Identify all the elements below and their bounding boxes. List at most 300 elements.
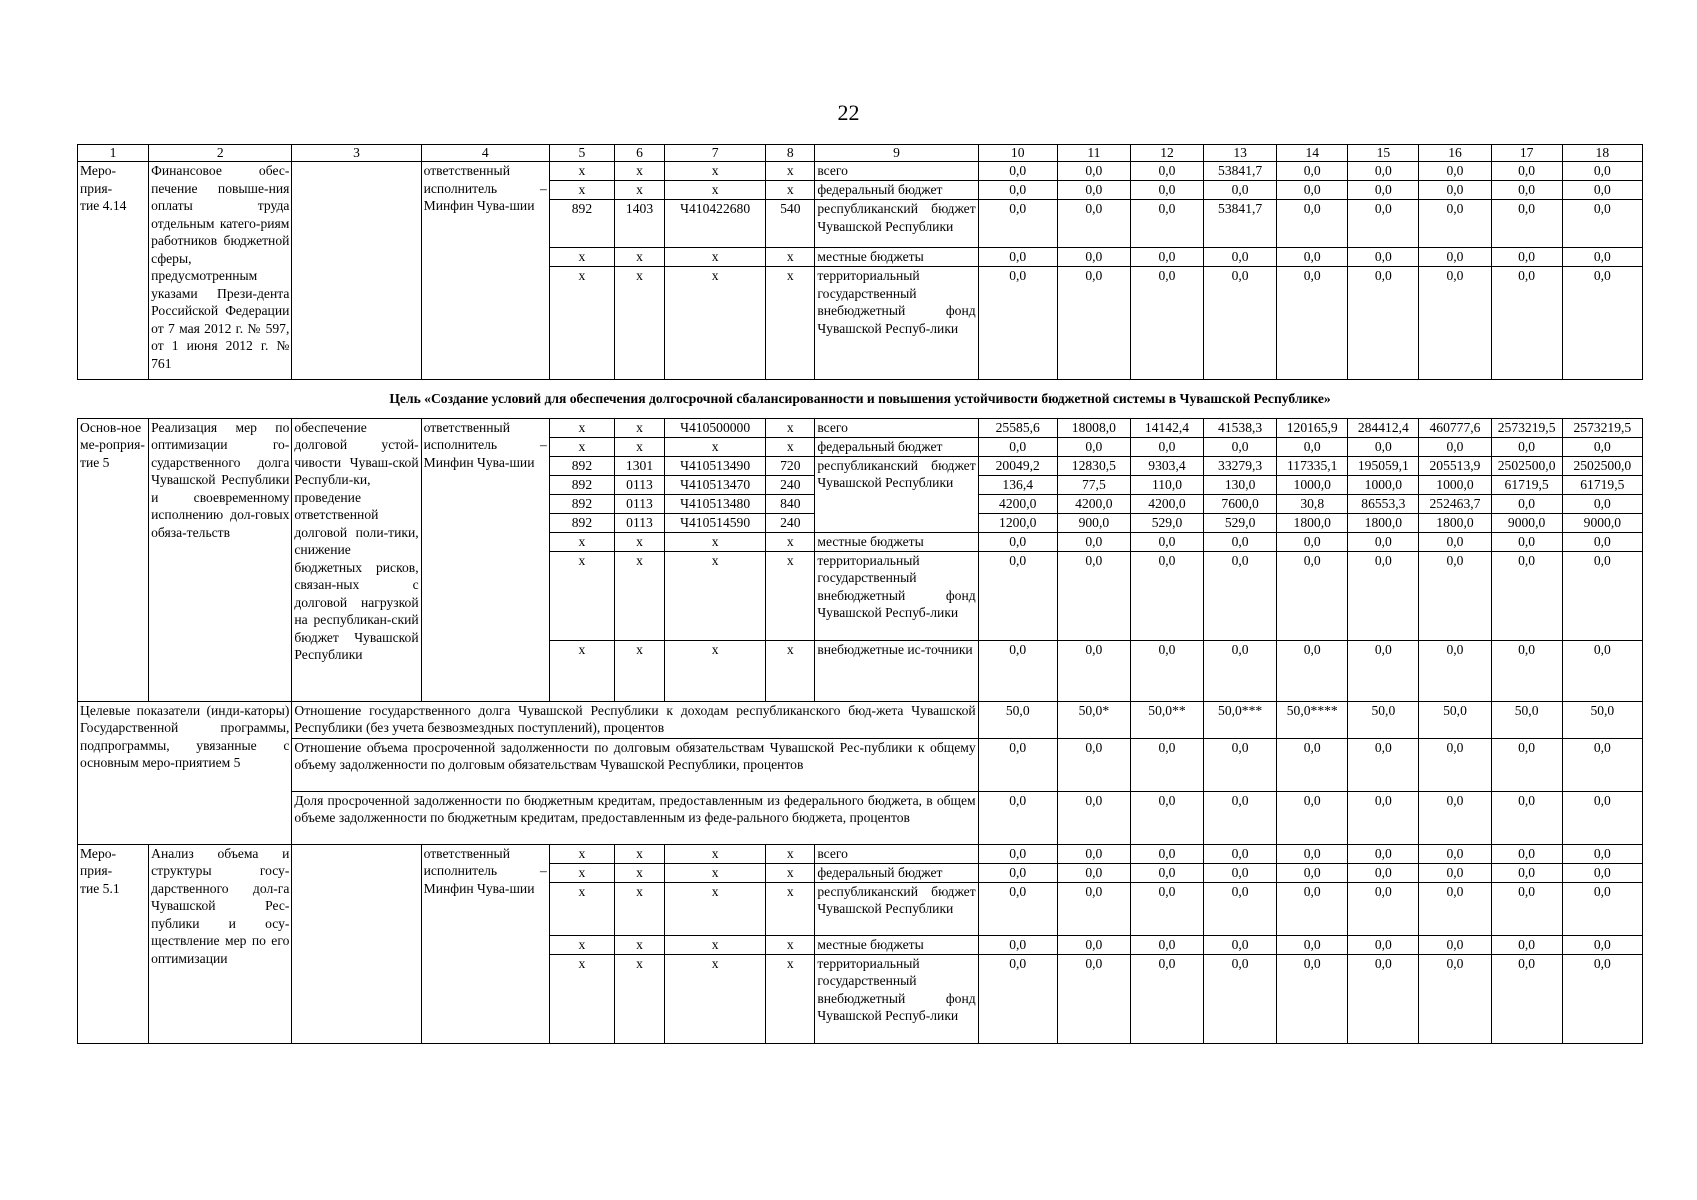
table-cell: x bbox=[614, 863, 664, 882]
funding-source: территориальный государственный внебюджетный фонд Чувашской Респуб-лики bbox=[815, 267, 978, 380]
value-cell: 0,0 bbox=[1562, 935, 1642, 954]
value-cell: 7600,0 bbox=[1204, 494, 1277, 513]
value-cell: 0,0 bbox=[1204, 954, 1277, 1043]
table-cell: x bbox=[766, 532, 815, 551]
value-cell: 50,0 bbox=[1562, 701, 1642, 738]
table-cell: x bbox=[665, 162, 766, 181]
value-cell: 0,0 bbox=[1057, 882, 1130, 935]
value-cell: 0,0 bbox=[1277, 267, 1348, 380]
activity-id: Основ-ное ме-роприя-тие 5 bbox=[78, 418, 149, 701]
activity-target bbox=[292, 162, 421, 380]
value-cell: 53841,7 bbox=[1204, 162, 1277, 181]
column-header: 13 bbox=[1204, 145, 1277, 162]
page-number: 22 bbox=[837, 100, 860, 125]
table-cell: 892 bbox=[549, 475, 614, 494]
value-cell: 0,0 bbox=[1130, 181, 1203, 200]
table-cell: x bbox=[614, 437, 664, 456]
table-cell: x bbox=[614, 532, 664, 551]
value-cell: 0,0 bbox=[1562, 248, 1642, 267]
value-cell: 2573219,5 bbox=[1491, 418, 1562, 437]
table-cell: x bbox=[614, 248, 664, 267]
value-cell: 1200,0 bbox=[978, 513, 1057, 532]
activity-id: Меро- прия- тие 4.14 bbox=[78, 162, 149, 380]
column-header: 3 bbox=[292, 145, 421, 162]
table-cell: x bbox=[549, 935, 614, 954]
value-cell: 12830,5 bbox=[1057, 456, 1130, 475]
funding-source: республиканский бюджет Чувашской Республики bbox=[815, 200, 978, 248]
value-cell: 0,0 bbox=[978, 532, 1057, 551]
value-cell: 0,0 bbox=[1057, 248, 1130, 267]
value-cell: 0,0 bbox=[1419, 882, 1491, 935]
value-cell: 205513,9 bbox=[1419, 456, 1491, 475]
value-cell: 2502500,0 bbox=[1562, 456, 1642, 475]
column-header: 10 bbox=[978, 145, 1057, 162]
column-header: 15 bbox=[1348, 145, 1419, 162]
value-cell: 0,0 bbox=[1491, 738, 1562, 791]
value-cell: 0,0 bbox=[1419, 200, 1491, 248]
activity-executor: ответственный исполнитель – Минфин Чува-шии bbox=[421, 844, 549, 1043]
table-cell: x bbox=[766, 640, 815, 701]
value-cell: 0,0 bbox=[1277, 532, 1348, 551]
value-cell: 77,5 bbox=[1057, 475, 1130, 494]
goal-heading: Цель «Создание условий для обеспечения долгосрочной сбалансированности и повышения устойчивости бюджетной системы в Чувашской Республике» bbox=[78, 380, 1643, 419]
value-cell: 0,0 bbox=[1130, 532, 1203, 551]
value-cell: 50,0 bbox=[1348, 701, 1419, 738]
value-cell: 0,0 bbox=[1491, 791, 1562, 844]
value-cell: 0,0 bbox=[1491, 532, 1562, 551]
indicator-text: Отношение объема просроченной задолженности по долговым обязательствам Чувашской Рес-публики к общему объему задолженности по долговым обязательствам Чувашской Республики, процентов bbox=[292, 738, 978, 791]
value-cell: 1000,0 bbox=[1348, 475, 1419, 494]
value-cell: 0,0 bbox=[1204, 248, 1277, 267]
column-header: 12 bbox=[1130, 145, 1203, 162]
value-cell: 0,0 bbox=[1419, 551, 1491, 640]
value-cell: 460777,6 bbox=[1419, 418, 1491, 437]
value-cell: 53841,7 bbox=[1204, 200, 1277, 248]
funding-source: всего bbox=[815, 418, 978, 437]
table-cell: Ч410513490 bbox=[665, 456, 766, 475]
table-cell: x bbox=[549, 863, 614, 882]
value-cell: 86553,3 bbox=[1348, 494, 1419, 513]
value-cell: 0,0 bbox=[1277, 248, 1348, 267]
financing-table bbox=[77, 144, 1643, 1044]
table-cell: x bbox=[614, 844, 664, 863]
value-cell: 0,0 bbox=[1491, 882, 1562, 935]
value-cell: 0,0 bbox=[1277, 640, 1348, 701]
value-cell: 0,0 bbox=[978, 791, 1057, 844]
funding-source: местные бюджеты bbox=[815, 248, 978, 267]
value-cell: 0,0 bbox=[1130, 954, 1203, 1043]
value-cell: 0,0 bbox=[1277, 738, 1348, 791]
value-cell: 0,0 bbox=[1491, 437, 1562, 456]
activity-name: Финансовое обес-печение повыше-ния оплаты труда отдельным катего-риям работников бюджетной сферы, предусмотренным указами Прези-дента Российской Федерации от 7 мая 2012 г. № 597, от 1 июня 2012 г. № 761 bbox=[149, 162, 292, 380]
column-header: 18 bbox=[1562, 145, 1642, 162]
table-cell: Ч410422680 bbox=[665, 200, 766, 248]
value-cell: 0,0 bbox=[1057, 181, 1130, 200]
value-cell: 0,0 bbox=[1348, 882, 1419, 935]
value-cell: 120165,9 bbox=[1277, 418, 1348, 437]
table-cell: x bbox=[614, 935, 664, 954]
value-cell: 900,0 bbox=[1057, 513, 1130, 532]
value-cell: 50,0 bbox=[1491, 701, 1562, 738]
value-cell: 0,0 bbox=[1130, 882, 1203, 935]
value-cell: 0,0 bbox=[1057, 437, 1130, 456]
value-cell: 4200,0 bbox=[1130, 494, 1203, 513]
value-cell: 0,0 bbox=[1130, 844, 1203, 863]
table-cell: x bbox=[614, 418, 664, 437]
value-cell: 0,0 bbox=[1419, 532, 1491, 551]
value-cell: 0,0 bbox=[1348, 640, 1419, 701]
table-cell: 892 bbox=[549, 200, 614, 248]
table-cell: x bbox=[665, 551, 766, 640]
value-cell: 0,0 bbox=[1419, 248, 1491, 267]
value-cell: 0,0 bbox=[1491, 267, 1562, 380]
value-cell: 117335,1 bbox=[1277, 456, 1348, 475]
value-cell: 0,0 bbox=[1277, 551, 1348, 640]
table-cell: Ч410500000 bbox=[665, 418, 766, 437]
table-cell: x bbox=[549, 640, 614, 701]
value-cell: 1800,0 bbox=[1277, 513, 1348, 532]
table-cell: 892 bbox=[549, 494, 614, 513]
value-cell: 0,0 bbox=[978, 863, 1057, 882]
table-cell: Ч410513480 bbox=[665, 494, 766, 513]
value-cell: 0,0 bbox=[1419, 935, 1491, 954]
value-cell: 0,0 bbox=[1277, 162, 1348, 181]
value-cell: 0,0 bbox=[1348, 935, 1419, 954]
table-cell: x bbox=[665, 532, 766, 551]
table-cell: x bbox=[549, 248, 614, 267]
value-cell: 0,0 bbox=[1057, 532, 1130, 551]
table-cell: x bbox=[766, 935, 815, 954]
value-cell: 0,0 bbox=[1204, 935, 1277, 954]
value-cell: 0,0 bbox=[1348, 738, 1419, 791]
value-cell: 14142,4 bbox=[1130, 418, 1203, 437]
table-cell: x bbox=[549, 532, 614, 551]
value-cell: 0,0 bbox=[1130, 863, 1203, 882]
table-cell: 720 bbox=[766, 456, 815, 475]
value-cell: 61719,5 bbox=[1491, 475, 1562, 494]
column-header: 14 bbox=[1277, 145, 1348, 162]
value-cell: 0,0 bbox=[1491, 551, 1562, 640]
column-header: 4 bbox=[421, 145, 549, 162]
column-header: 11 bbox=[1057, 145, 1130, 162]
table-cell: 0113 bbox=[614, 475, 664, 494]
value-cell: 0,0 bbox=[1348, 791, 1419, 844]
table-cell: x bbox=[549, 844, 614, 863]
value-cell: 0,0 bbox=[1562, 437, 1642, 456]
indicator-row bbox=[78, 791, 1643, 844]
value-cell: 50,0*** bbox=[1204, 701, 1277, 738]
value-cell: 50,0 bbox=[978, 701, 1057, 738]
value-cell: 33279,3 bbox=[1204, 456, 1277, 475]
table-cell: 0113 bbox=[614, 513, 664, 532]
value-cell: 0,0 bbox=[1491, 640, 1562, 701]
table-cell: x bbox=[614, 181, 664, 200]
column-header: 8 bbox=[766, 145, 815, 162]
activity-id: Меро- прия- тие 5.1 bbox=[78, 844, 149, 1043]
value-cell: 0,0 bbox=[1277, 791, 1348, 844]
value-cell: 0,0 bbox=[1204, 791, 1277, 844]
value-cell: 0,0 bbox=[1562, 640, 1642, 701]
value-cell: 41538,3 bbox=[1204, 418, 1277, 437]
value-cell: 9000,0 bbox=[1491, 513, 1562, 532]
table-cell: x bbox=[766, 248, 815, 267]
value-cell: 0,0 bbox=[1130, 162, 1203, 181]
value-cell: 25585,6 bbox=[978, 418, 1057, 437]
value-cell: 0,0 bbox=[1562, 494, 1642, 513]
funding-source: внебюджетные ис-точники bbox=[815, 640, 978, 701]
table-cell: x bbox=[614, 882, 664, 935]
value-cell: 0,0 bbox=[1130, 248, 1203, 267]
table-cell: x bbox=[766, 863, 815, 882]
value-cell: 0,0 bbox=[1130, 738, 1203, 791]
indicator-text: Отношение государственного долга Чувашской Республики к доходам республиканского бюд-жета Чувашской Республики (без учета безвозмездных поступлений), процентов bbox=[292, 701, 978, 738]
table-cell: x bbox=[665, 863, 766, 882]
table-cell: x bbox=[549, 267, 614, 380]
value-cell: 0,0 bbox=[978, 181, 1057, 200]
table-cell: x bbox=[766, 162, 815, 181]
value-cell: 0,0 bbox=[1204, 738, 1277, 791]
goal-row bbox=[78, 380, 1643, 419]
value-cell: 0,0 bbox=[1419, 162, 1491, 181]
value-cell: 0,0 bbox=[1204, 882, 1277, 935]
table-cell: 1403 bbox=[614, 200, 664, 248]
value-cell: 110,0 bbox=[1130, 475, 1203, 494]
value-cell: 0,0 bbox=[1419, 954, 1491, 1043]
table-cell: x bbox=[665, 181, 766, 200]
value-cell: 0,0 bbox=[1562, 162, 1642, 181]
value-cell: 0,0 bbox=[1348, 200, 1419, 248]
funding-source: республиканский бюджет Чувашской Республики bbox=[815, 882, 978, 935]
funding-source: местные бюджеты bbox=[815, 532, 978, 551]
table-row bbox=[78, 162, 1643, 181]
value-cell: 0,0 bbox=[1562, 954, 1642, 1043]
activity-target bbox=[292, 844, 421, 1043]
value-cell: 529,0 bbox=[1204, 513, 1277, 532]
table-cell: x bbox=[549, 181, 614, 200]
value-cell: 0,0 bbox=[1130, 437, 1203, 456]
value-cell: 0,0 bbox=[1419, 844, 1491, 863]
value-cell: 0,0 bbox=[1204, 181, 1277, 200]
table-row bbox=[78, 418, 1643, 437]
value-cell: 0,0 bbox=[1562, 200, 1642, 248]
table-cell: Ч410513470 bbox=[665, 475, 766, 494]
value-cell: 0,0 bbox=[1057, 640, 1130, 701]
table-cell: x bbox=[665, 437, 766, 456]
column-header: 1 bbox=[78, 145, 149, 162]
table-cell: 240 bbox=[766, 475, 815, 494]
funding-source: местные бюджеты bbox=[815, 935, 978, 954]
table-cell: x bbox=[665, 248, 766, 267]
activity-target: обеспечение долговой устой-чивости Чуваш-ской Республи-ки, проведение ответственной долговой поли-тики, снижение бюджетных рисков, связан-ных с долговой нагрузкой на республикан-ский бюджет Чувашской Республики bbox=[292, 418, 421, 701]
value-cell: 0,0 bbox=[1057, 844, 1130, 863]
table-cell: 892 bbox=[549, 513, 614, 532]
value-cell: 0,0 bbox=[1057, 738, 1130, 791]
table-row bbox=[78, 844, 1643, 863]
value-cell: 0,0 bbox=[1130, 640, 1203, 701]
value-cell: 0,0 bbox=[1491, 200, 1562, 248]
value-cell: 0,0 bbox=[1562, 882, 1642, 935]
value-cell: 20049,2 bbox=[978, 456, 1057, 475]
value-cell: 0,0 bbox=[1348, 248, 1419, 267]
value-cell: 0,0 bbox=[1419, 863, 1491, 882]
value-cell: 30,8 bbox=[1277, 494, 1348, 513]
value-cell: 0,0 bbox=[1277, 181, 1348, 200]
value-cell: 0,0 bbox=[978, 248, 1057, 267]
table-cell: x bbox=[766, 418, 815, 437]
table-cell: x bbox=[766, 267, 815, 380]
value-cell: 0,0 bbox=[1057, 791, 1130, 844]
value-cell: 50,0 bbox=[1419, 701, 1491, 738]
funding-source: федеральный бюджет bbox=[815, 181, 978, 200]
table-cell: x bbox=[549, 954, 614, 1043]
value-cell: 0,0 bbox=[1562, 791, 1642, 844]
funding-source: территориальный государственный внебюджетный фонд Чувашской Респуб-лики bbox=[815, 954, 978, 1043]
column-header: 17 bbox=[1491, 145, 1562, 162]
value-cell: 0,0 bbox=[1130, 200, 1203, 248]
value-cell: 0,0 bbox=[1277, 844, 1348, 863]
value-cell: 0,0 bbox=[978, 738, 1057, 791]
value-cell: 0,0 bbox=[1419, 640, 1491, 701]
value-cell: 9000,0 bbox=[1562, 513, 1642, 532]
column-header: 9 bbox=[815, 145, 978, 162]
value-cell: 0,0 bbox=[1277, 954, 1348, 1043]
indicator-text: Доля просроченной задолженности по бюджетным кредитам, предоставленным из федерального бюджета, в общем объеме задолженности по бюджетным кредитам, предоставленным из феде-рального бюджета, процентов bbox=[292, 791, 978, 844]
value-cell: 0,0 bbox=[1204, 844, 1277, 863]
value-cell: 1800,0 bbox=[1419, 513, 1491, 532]
value-cell: 136,4 bbox=[978, 475, 1057, 494]
funding-source: территориальный государственный внебюджетный фонд Чувашской Респуб-лики bbox=[815, 551, 978, 640]
table-cell: x bbox=[665, 954, 766, 1043]
activity-executor: ответственный исполнитель – Минфин Чува-шии bbox=[421, 418, 549, 701]
table-cell: 892 bbox=[549, 456, 614, 475]
value-cell: 0,0 bbox=[1277, 863, 1348, 882]
program-table bbox=[77, 144, 1643, 1044]
value-cell: 0,0 bbox=[1130, 935, 1203, 954]
table-cell: x bbox=[665, 844, 766, 863]
table-cell: x bbox=[549, 418, 614, 437]
value-cell: 0,0 bbox=[1562, 181, 1642, 200]
table-cell: x bbox=[665, 935, 766, 954]
value-cell: 0,0 bbox=[1204, 863, 1277, 882]
column-header: 6 bbox=[614, 145, 664, 162]
column-header: 2 bbox=[149, 145, 292, 162]
value-cell: 0,0 bbox=[1204, 532, 1277, 551]
indicator-row bbox=[78, 701, 1643, 738]
value-cell: 0,0 bbox=[1277, 935, 1348, 954]
table-cell: x bbox=[665, 267, 766, 380]
value-cell: 50,0** bbox=[1130, 701, 1203, 738]
value-cell: 0,0 bbox=[1130, 267, 1203, 380]
value-cell: 50,0**** bbox=[1277, 701, 1348, 738]
table-cell: 1301 bbox=[614, 456, 664, 475]
value-cell: 0,0 bbox=[1348, 181, 1419, 200]
value-cell: 4200,0 bbox=[1057, 494, 1130, 513]
table-cell: x bbox=[766, 437, 815, 456]
value-cell: 0,0 bbox=[1130, 791, 1203, 844]
value-cell: 0,0 bbox=[1419, 437, 1491, 456]
value-cell: 0,0 bbox=[1277, 200, 1348, 248]
value-cell: 0,0 bbox=[1562, 863, 1642, 882]
value-cell: 0,0 bbox=[1491, 494, 1562, 513]
value-cell: 0,0 bbox=[978, 267, 1057, 380]
value-cell: 0,0 bbox=[1419, 267, 1491, 380]
table-cell: x bbox=[614, 162, 664, 181]
table-cell: x bbox=[614, 640, 664, 701]
value-cell: 0,0 bbox=[1204, 640, 1277, 701]
value-cell: 0,0 bbox=[1057, 200, 1130, 248]
value-cell: 0,0 bbox=[1348, 532, 1419, 551]
value-cell: 0,0 bbox=[978, 200, 1057, 248]
value-cell: 0,0 bbox=[978, 437, 1057, 456]
value-cell: 61719,5 bbox=[1562, 475, 1642, 494]
table-cell: 840 bbox=[766, 494, 815, 513]
table-cell: 540 bbox=[766, 200, 815, 248]
value-cell: 1800,0 bbox=[1348, 513, 1419, 532]
value-cell: 0,0 bbox=[1348, 844, 1419, 863]
table-cell: x bbox=[549, 882, 614, 935]
value-cell: 0,0 bbox=[1057, 267, 1130, 380]
table-cell: x bbox=[549, 551, 614, 640]
table-cell: x bbox=[766, 551, 815, 640]
value-cell: 0,0 bbox=[978, 844, 1057, 863]
table-cell: x bbox=[766, 181, 815, 200]
value-cell: 284412,4 bbox=[1348, 418, 1419, 437]
value-cell: 0,0 bbox=[978, 640, 1057, 701]
value-cell: 0,0 bbox=[1130, 551, 1203, 640]
value-cell: 130,0 bbox=[1204, 475, 1277, 494]
table-cell: x bbox=[614, 551, 664, 640]
value-cell: 0,0 bbox=[1562, 551, 1642, 640]
indicators-label: Целевые показатели (инди-каторы) Государственной программы, подпрограммы, увязанные с основным меро-приятием 5 bbox=[78, 701, 292, 844]
value-cell: 0,0 bbox=[1204, 551, 1277, 640]
funding-source: федеральный бюджет bbox=[815, 863, 978, 882]
value-cell: 0,0 bbox=[978, 954, 1057, 1043]
value-cell: 0,0 bbox=[1348, 162, 1419, 181]
table-cell: x bbox=[766, 882, 815, 935]
table-cell: x bbox=[665, 882, 766, 935]
table-cell: x bbox=[614, 267, 664, 380]
funding-source: всего bbox=[815, 844, 978, 863]
funding-source: республиканский бюджет Чувашской Республики bbox=[815, 456, 978, 532]
value-cell: 0,0 bbox=[978, 935, 1057, 954]
value-cell: 50,0* bbox=[1057, 701, 1130, 738]
value-cell: 0,0 bbox=[1204, 267, 1277, 380]
table-cell: x bbox=[766, 954, 815, 1043]
activity-name: Анализ объема и структуры госу-дарственного дол-га Чувашской Рес-публики и осу-ществление мер по его оптимизации bbox=[149, 844, 292, 1043]
value-cell: 0,0 bbox=[1057, 935, 1130, 954]
value-cell: 0,0 bbox=[1491, 935, 1562, 954]
column-header: 7 bbox=[665, 145, 766, 162]
activity-executor: ответственный исполнитель – Минфин Чува-шии bbox=[421, 162, 549, 380]
value-cell: 18008,0 bbox=[1057, 418, 1130, 437]
table-cell: x bbox=[549, 437, 614, 456]
value-cell: 0,0 bbox=[1057, 863, 1130, 882]
value-cell: 0,0 bbox=[1491, 248, 1562, 267]
value-cell: 0,0 bbox=[1562, 267, 1642, 380]
value-cell: 0,0 bbox=[1562, 844, 1642, 863]
value-cell: 1000,0 bbox=[1419, 475, 1491, 494]
value-cell: 0,0 bbox=[1204, 437, 1277, 456]
value-cell: 0,0 bbox=[978, 551, 1057, 640]
value-cell: 0,0 bbox=[978, 882, 1057, 935]
value-cell: 2502500,0 bbox=[1491, 456, 1562, 475]
column-header: 16 bbox=[1419, 145, 1491, 162]
value-cell: 252463,7 bbox=[1419, 494, 1491, 513]
value-cell: 0,0 bbox=[1277, 882, 1348, 935]
value-cell: 0,0 bbox=[1348, 954, 1419, 1043]
table-cell: x bbox=[549, 162, 614, 181]
value-cell: 0,0 bbox=[978, 162, 1057, 181]
